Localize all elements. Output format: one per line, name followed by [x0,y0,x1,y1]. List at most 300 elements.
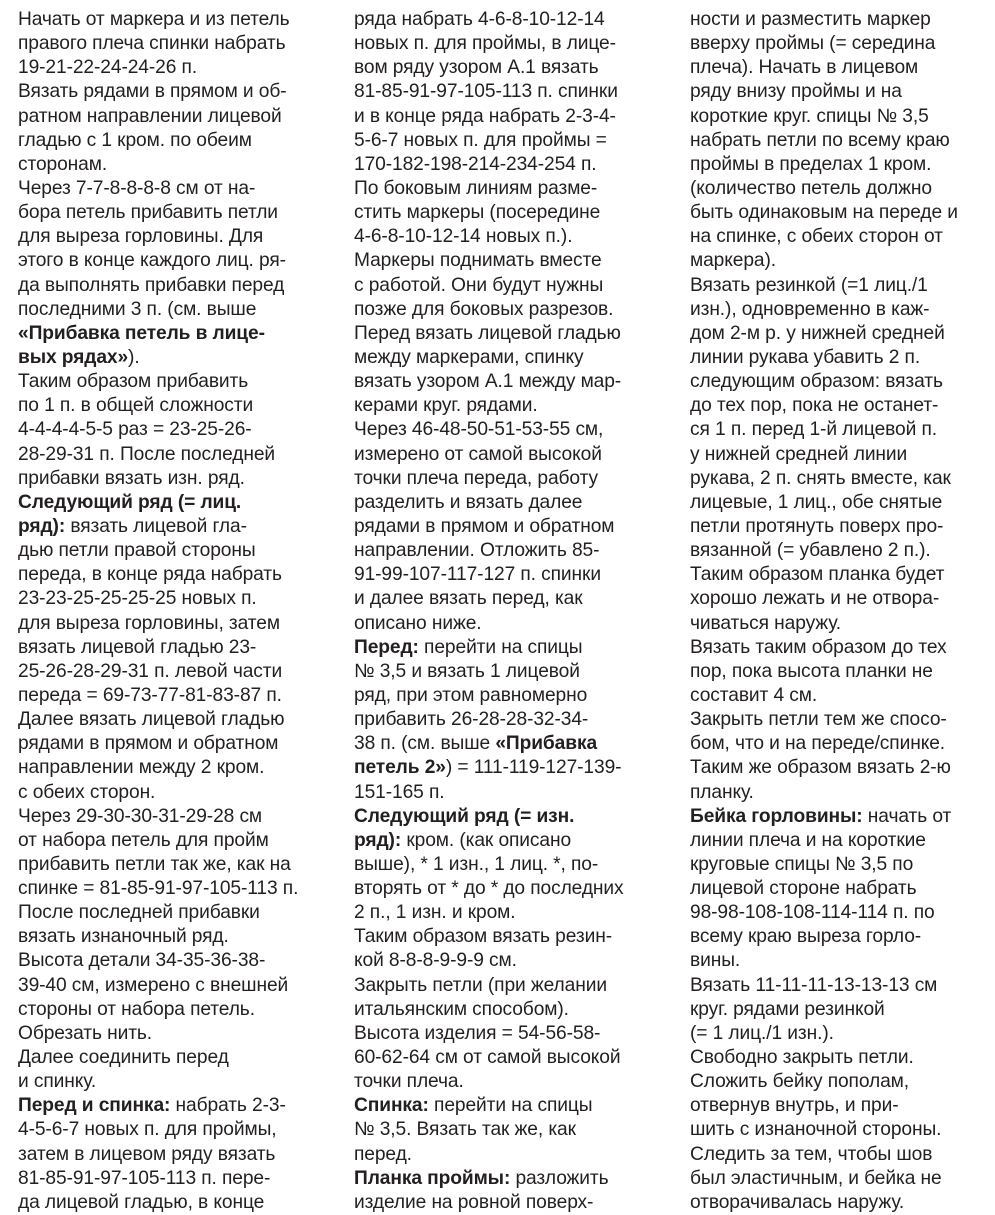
text-run: и далее вязать перед, как [354,588,583,610]
text-run: планку. [690,781,754,803]
text-run: Вязать рядами в прямом и об- [18,81,287,103]
text-run: 23-23-25-25-25-25 новых п. [18,588,257,610]
text-line [354,781,674,805]
text-line [354,418,674,442]
text-line [690,298,990,322]
text-run: рядами в прямом и обратном [354,515,615,537]
text-line [690,177,990,201]
text-line [690,418,990,442]
text-line [690,467,990,491]
text-line [354,443,674,467]
text-line [18,1022,338,1046]
text-run: ратном направлении лицевой [18,105,282,127]
text-line [690,636,990,660]
text-line [354,467,674,491]
text-run: маркера). [690,250,776,272]
bold-heading: петель 2» [354,757,446,779]
text-run: прибавить петли так же, как на [18,853,291,875]
text-run: бом, что и на переде/спинке. [690,733,946,755]
text-line [354,877,674,901]
text-run: Высота изделия = 54-56-58- [354,1022,601,1044]
text-run: 91-99-107-117-127 п. спинки [354,564,601,586]
text-run: Свободно закрыть петли. [690,1047,914,1069]
text-run: Обрезать нить. [18,1022,153,1044]
text-run: (количество петель должно [690,177,932,199]
text-line [18,1118,338,1142]
text-line [690,32,990,56]
text-run: 151-165 п. [354,781,445,803]
bold-heading: вых рядах» [18,346,129,368]
text-line [690,805,990,829]
text-run: вязать узором А.1 между мар- [354,371,622,393]
text-line [354,660,674,684]
text-line [690,8,990,32]
text-line [690,1143,990,1167]
text-line [690,829,990,853]
text-run: Высота детали 34-35-36-38- [18,950,266,972]
text-run: да выполнять прибавки перед [18,274,285,296]
text-run: Перед вязать лицевой гладью [354,322,621,344]
text-run: Далее соединить перед [18,1047,229,1069]
text-run: вом ряду узором А.1 вязать [354,57,599,79]
bold-heading: Следующий ряд (= изн. [354,805,575,827]
text-line [354,1167,674,1191]
text-run: направлении между 2 кром. [18,757,265,779]
text-run: ности и разместить маркер [690,9,931,30]
text-line [18,587,338,611]
text-line [690,853,990,877]
text-run: и в конце ряда набрать 2-3-4- [354,105,616,127]
text-run: изделие на ровной поверх- [354,1191,594,1213]
text-run: вязать лицевой гладью 23- [18,636,257,658]
text-line [690,274,990,298]
text-run: изн.), одновременно в каж- [690,298,930,320]
text-line [18,443,338,467]
text-line [690,1046,990,1070]
text-run: да лицевой гладью, в конце [18,1191,265,1213]
text-run: Вязать 11-11-11-13-13-13 см [690,974,938,996]
text-line [18,225,338,249]
text-run: Через 7-7-8-8-8-8 см от на- [18,177,256,199]
text-run: быть одинаковым на переде и [690,202,958,224]
text-line [354,949,674,973]
text-run: Закрыть петли тем же спосо- [690,709,947,731]
text-line [18,684,338,708]
text-line [690,612,990,636]
text-line [18,877,338,901]
text-run: описано ниже. [354,612,482,634]
text-line [18,781,338,805]
text-line [354,298,674,322]
text-line [354,1094,674,1118]
text-line [18,274,338,298]
text-line [354,129,674,153]
text-line [18,8,338,32]
text-run: выше), * 1 изн., 1 лиц. *, по- [354,853,599,875]
text-run: до тех пор, пока не останет- [690,395,939,417]
text-run: круг. рядами резинкой [690,998,885,1020]
bold-heading: «Прибавка [495,733,598,755]
text-line [354,612,674,636]
text-run: правого плеча спинки набрать [18,33,286,55]
text-line [690,539,990,563]
text-line [690,346,990,370]
text-run: круговые спицы № 3,5 по [690,853,914,875]
text-run: позже для боковых разрезов. [354,298,614,320]
text-run: затем в лицевом ряду вязать [18,1143,276,1165]
text-line [18,298,338,322]
text-run: рукава, 2 п. снять вместе, как [690,467,951,489]
text-line [354,756,674,780]
bold-heading: Перед: [354,636,419,658]
bold-heading: Перед и спинка: [18,1095,171,1117]
text-line [690,80,990,104]
text-line [18,491,338,515]
text-line [18,418,338,442]
text-line [354,636,674,660]
text-run: 39-40 см, измерено с внешней [18,974,289,996]
text-run: вины. [690,950,741,972]
text-line [690,225,990,249]
text-line [690,515,990,539]
text-line [18,1046,338,1070]
text-line [354,177,674,201]
text-line [690,129,990,153]
text-run: 60-62-64 см от самой высокой [354,1047,621,1069]
text-column-1 [18,8,338,1215]
text-run: разложить [510,1167,609,1189]
text-run: перейти на спицы [428,1095,593,1117]
text-run: пор, пока высота планки не [690,660,933,682]
text-line [690,201,990,225]
text-line [18,1167,338,1191]
text-run: Далее вязать лицевой гладью [18,709,285,731]
text-run: рядами в прямом и обратном [18,733,279,755]
text-line [18,32,338,56]
text-line [18,563,338,587]
text-line [354,901,674,925]
text-line [354,853,674,877]
text-line [354,105,674,129]
text-line [18,756,338,780]
text-line [354,539,674,563]
text-run: По боковым линиям разме- [354,177,598,199]
text-line [18,201,338,225]
text-line [18,346,338,370]
text-line [18,974,338,998]
text-run: проймы в пределах 1 кром. [690,153,932,175]
text-line [690,660,990,684]
text-line [690,105,990,129]
text-line [18,515,338,539]
text-run: набрать петли по всему краю [690,129,950,151]
text-run: шить с изнаночной стороны. [690,1119,942,1141]
text-run: новых п. для проймы, в лице- [354,33,616,55]
text-line [18,636,338,660]
text-line [354,153,674,177]
text-run: хорошо лежать и не отвора- [690,588,940,610]
text-line [354,225,674,249]
text-run: линии плеча и на короткие [690,829,926,851]
text-line [18,853,338,877]
text-run: Через 46-48-50-51-53-55 см, [354,419,604,441]
text-line [18,660,338,684]
text-run: перейти на спицы [418,636,583,658]
text-line [18,370,338,394]
text-run: 19-21-22-24-24-26 п. [18,57,198,79]
text-line [354,925,674,949]
text-line [690,925,990,949]
text-run: сторонам. [18,153,108,175]
text-run: линии рукава убавить 2 п. [690,346,921,368]
text-run: чиваться наружу. [690,612,842,634]
text-run: разделить и вязать далее [354,491,583,513]
text-line [690,56,990,80]
text-line [690,684,990,708]
text-line [690,1118,990,1142]
text-line [354,370,674,394]
text-run: 170-182-198-214-234-254 п. [354,153,597,175]
text-line [354,249,674,273]
text-line [18,105,338,129]
bold-heading: Спинка: [354,1095,429,1117]
text-line [690,998,990,1022]
text-line [354,829,674,853]
text-run: 4-6-8-10-12-14 новых п.). [354,226,573,248]
text-run: начать от [862,805,952,827]
text-run: набрать 2-3- [170,1095,286,1117]
text-run: Начать от маркера и из петель [18,9,290,30]
text-run: составит 4 см. [690,684,818,706]
text-run: Сложить бейку пополам, [690,1071,909,1093]
text-run: по 1 п. в общей сложности [18,395,254,417]
text-run: петли протянуть поверх про- [690,515,944,537]
text-run: вторять от * до * до последних [354,878,624,900]
text-line [18,322,338,346]
text-run: точки плеча переда, работу [354,467,598,489]
text-line [18,925,338,949]
text-line [690,1022,990,1046]
text-line [690,153,990,177]
text-run: 98-98-108-108-114-114 п. по [690,902,935,924]
text-column-2 [354,8,674,1215]
text-line [18,129,338,153]
text-run: ). [128,346,140,368]
text-line [18,467,338,491]
text-run: ряду внизу проймы и на [690,81,902,103]
text-run: переда, в конце ряда набрать [18,564,282,586]
text-line [354,322,674,346]
text-run: 4-4-4-4-5-5 раз = 23-25-26- [18,419,252,441]
text-line [18,949,338,973]
text-run: Через 29-30-30-31-29-28 см [18,805,263,827]
text-line [690,949,990,973]
text-line [690,1070,990,1094]
text-run: 5-6-7 новых п. для проймы = [354,129,607,151]
text-line [18,829,338,853]
text-line [690,1167,990,1191]
text-line [690,974,990,998]
text-line [18,708,338,732]
text-line [354,80,674,104]
text-run: переда = 69-73-77-81-83-87 п. [18,684,282,706]
text-line [690,901,990,925]
text-run: Вязать таким образом до тех [690,636,947,658]
text-run: измерено от самой высокой [354,443,602,465]
text-run: короткие круг. спицы № 3,5 [690,105,929,127]
text-run: № 3,5. Вязать так же, как [354,1119,576,1141]
text-line [690,781,990,805]
text-line [354,1191,674,1215]
text-line [18,1191,338,1215]
text-run: 25-26-28-29-31 п. левой части [18,660,283,682]
text-line [690,443,990,467]
text-run: вязать лицевой гла- [65,515,247,537]
text-run: и спинку. [18,1071,97,1093]
text-line [18,80,338,104]
text-line [690,877,990,901]
text-line [690,756,990,780]
text-run: стить маркеры (посередине [354,202,601,224]
text-run: от набора петель для пройм [18,829,269,851]
text-run: с работой. Они будут нужны [354,274,604,296]
text-run: стороны от набора петель. [18,998,255,1020]
text-line [354,274,674,298]
text-run: 4-5-6-7 новых п. для проймы, [18,1119,277,1141]
text-run: Таким же образом вязать 2-ю [690,757,951,779]
text-line [354,8,674,32]
text-line [354,1070,674,1094]
text-run: итальянским способом). [354,998,569,1020]
text-line [18,177,338,201]
text-line [354,587,674,611]
text-run: После последней прибавки [18,902,260,924]
text-run: спинке = 81-85-91-97-105-113 п. [18,878,299,900]
text-run: лицевые, 1 лиц., обе снятые [690,491,943,513]
text-line [690,732,990,756]
text-run: вверху проймы (= середина [690,33,936,55]
text-line [354,201,674,225]
text-run: прибавки вязать изн. ряд. [18,467,245,489]
text-run: отвернув внутрь, и при- [690,1095,899,1117]
text-line [354,563,674,587]
text-line [18,732,338,756]
text-run: 28-29-31 п. После последней [18,443,276,465]
text-run: перед. [354,1143,412,1165]
text-line [18,249,338,273]
text-run: направлении. Отложить 85- [354,540,600,562]
text-run: ряда набрать 4-6-8-10-12-14 [354,9,605,30]
text-line [354,708,674,732]
text-run: керами круг. рядами. [354,395,538,417]
text-line [690,708,990,732]
text-line [354,491,674,515]
text-line [690,587,990,611]
text-run: с обеих сторон. [18,781,156,803]
text-line [354,56,674,80]
text-run: дью петли правой стороны [18,540,256,562]
text-run: ся 1 п. перед 1-й лицевой п. [690,419,937,441]
text-run: 2 п., 1 изн. и кром. [354,902,516,924]
text-line [18,394,338,418]
text-run: на спинке, с обеих сторон от [690,226,943,248]
text-run: Таким образом планка будет [690,564,945,586]
text-run: Следить за тем, чтобы шов [690,1143,933,1165]
bold-heading: Следующий ряд (= лиц. [18,491,242,513]
text-run: плеча). Начать в лицевом [690,57,919,79]
text-run: дом 2-м р. у нижней средней [690,322,945,344]
bold-heading: Бейка горловины: [690,805,863,827]
text-line [18,153,338,177]
text-run: следующим образом: вязать [690,371,943,393]
text-line [690,370,990,394]
text-line [354,684,674,708]
text-run: бора петель прибавить петли [18,202,278,224]
text-line [354,805,674,829]
text-line [18,539,338,563]
text-run: между маркерами, спинку [354,346,584,368]
text-line [354,974,674,998]
text-run: ряд, при этом равномерно [354,684,588,706]
text-line [354,998,674,1022]
text-run: для выреза горловины. Для [18,226,264,248]
text-line [690,1094,990,1118]
bold-heading: ряд): [354,829,402,851]
text-run: для выреза горловины, затем [18,612,280,634]
text-line [354,32,674,56]
bold-heading: Планка проймы: [354,1167,511,1189]
text-run: Маркеры поднимать вместе [354,250,602,272]
text-line [18,56,338,80]
text-run: вязанной (= убавлено 2 п.). [690,540,931,562]
text-line [18,805,338,829]
text-run: 38 п. (см. выше [354,733,496,755]
text-line [690,249,990,273]
text-line [18,612,338,636]
text-run: Таким образом вязать резин- [354,926,612,948]
text-line [354,515,674,539]
text-run: отворачивалась наружу. [690,1191,905,1213]
text-run: кром. (как описано [401,829,572,851]
text-run: у нижней средней линии [690,443,908,465]
text-run: Таким образом прибавить [18,371,249,393]
text-line [18,1094,338,1118]
text-line [690,563,990,587]
text-run: всему краю выреза горло- [690,926,922,948]
text-run: 81-85-91-97-105-113 п. пере- [18,1167,271,1189]
bold-heading: «Прибавка петель в лице- [18,322,265,344]
text-run: гладью с 1 кром. по обеим [18,129,252,151]
text-run: ) = 111-119-127-139- [445,757,622,779]
text-line [18,998,338,1022]
text-run: 81-85-91-97-105-113 п. спинки [354,81,618,103]
text-run: вязать изнаночный ряд. [18,926,229,948]
text-column-3 [690,8,990,1215]
text-run: Вязать резинкой (=1 лиц./1 [690,274,928,296]
text-line [690,394,990,418]
text-line [354,732,674,756]
text-run: точки плеча. [354,1071,464,1093]
text-run: кой 8-8-8-9-9-9 см. [354,950,517,972]
text-line [18,1143,338,1167]
text-line [18,1070,338,1094]
text-run: (= 1 лиц./1 изн.). [690,1022,834,1044]
text-line [354,1143,674,1167]
text-line [690,322,990,346]
text-run: № 3,5 и вязать 1 лицевой [354,660,580,682]
text-run: Закрыть петли (при желании [354,974,607,996]
text-line [690,491,990,515]
